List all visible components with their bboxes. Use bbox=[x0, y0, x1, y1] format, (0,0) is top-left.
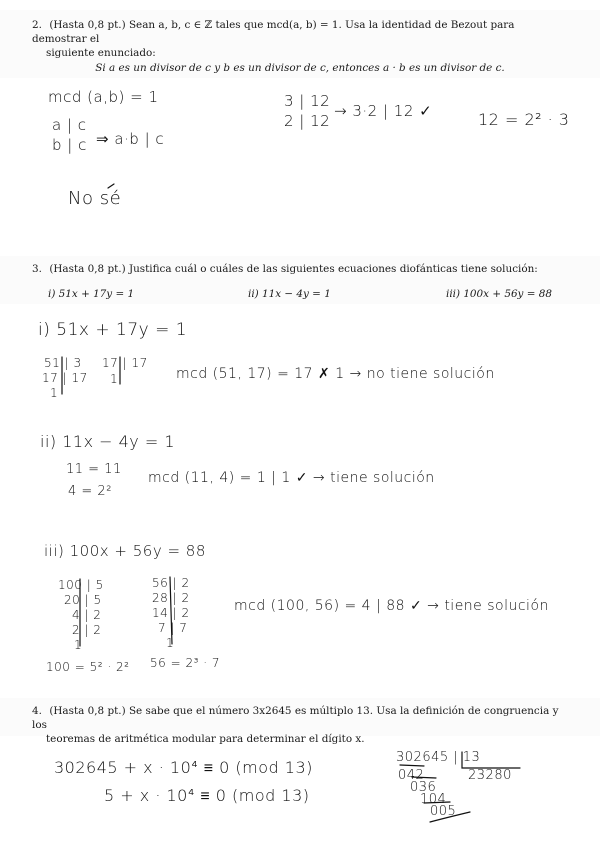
q3-text: (Hasta 0,8 pt.) Justifica cuál o cuáles de las siguientes ecuaciones diofánticas tiene solución: bbox=[49, 263, 538, 275]
q4-text-line2: teoremas de aritmética modular para determinar el dígito x. bbox=[46, 733, 365, 745]
q2-hw-product-check: → 3·2 | 12 ✓ bbox=[334, 102, 433, 120]
q3-iii-a-row5: 1 bbox=[74, 638, 83, 652]
q4-congruence-1: 302645 + x · 10⁴ ≡ 0 (mod 13) bbox=[54, 758, 313, 777]
q3-option-i: i) 51x + 17y = 1 bbox=[48, 288, 135, 300]
q3-i-heading: i) 51x + 17y = 1 bbox=[38, 320, 188, 340]
q3-i-table-row3: 1 bbox=[50, 386, 59, 400]
q4-division-remainder-1: 042 bbox=[398, 768, 425, 783]
q4-number: 4. bbox=[32, 705, 42, 717]
q4-subtract-line-2 bbox=[412, 777, 436, 778]
q2-text-line2: siguiente enunciado: bbox=[46, 47, 156, 59]
q2-text-line1: (Hasta 0,8 pt.) Sean a, b, c ∈ ℤ tales que mcd(a, b) = 1. Usa la identidad de Bezout para demostrar el bbox=[32, 19, 515, 45]
q4-congruence-2: 5 + x · 10⁴ ≡ 0 (mod 13) bbox=[104, 786, 310, 805]
q3-iii-division-bar-b bbox=[170, 577, 172, 644]
q4-division-bracket bbox=[462, 752, 520, 768]
q4-text-line1: (Hasta 0,8 pt.) Se sabe que el número 3x2645 es múltiplo 13. Usa la definición de congruencia y los bbox=[32, 705, 559, 731]
q3-option-ii: ii) 11x − 4y = 1 bbox=[248, 288, 331, 300]
q2-hw-b-divides-c: b | c bbox=[52, 136, 87, 154]
q2-hw-3-divides-12: 3 | 12 bbox=[284, 92, 331, 110]
q3-i-table2-row1: 17 | 17 bbox=[102, 356, 148, 370]
q3-iii-b-row3: 14 | 2 bbox=[152, 606, 190, 620]
q3-ii-factor-4: 4 = 2² bbox=[68, 484, 112, 499]
q4-division-quotient: 23280 bbox=[468, 768, 512, 783]
q2-accent-stroke bbox=[108, 184, 114, 188]
q2-hw-factorization: 12 = 2² · 3 bbox=[478, 110, 570, 129]
q2-hw-a-divides-c: a | c bbox=[52, 116, 87, 134]
q4-subtract-line-3 bbox=[424, 802, 450, 803]
q3-ii-heading: ii) 11x − 4y = 1 bbox=[40, 432, 176, 451]
q4-underline bbox=[430, 812, 470, 822]
q3-number: 3. bbox=[32, 263, 42, 275]
q3-iii-b-row1: 56 | 2 bbox=[152, 576, 190, 590]
q3-ii-result: mcd (11, 4) = 1 | 1 ✓ → tiene solución bbox=[148, 470, 435, 486]
q3-i-table-row1: 51 | 3 bbox=[44, 356, 82, 370]
q3-i-table2-row2: 1 bbox=[110, 372, 119, 386]
q3-iii-b-row2: 28 | 2 bbox=[152, 591, 190, 605]
q4-division-top: 302645 | 13 bbox=[396, 750, 481, 765]
q3-iii-factor-100: 100 = 5² · 2² bbox=[46, 660, 130, 674]
q2-statement: Si a es un divisor de c y b es un divisor de c, entonces a · b es un divisor de c. bbox=[95, 62, 505, 74]
q3-option-iii: iii) 100x + 56y = 88 bbox=[446, 288, 552, 300]
q3-iii-result: mcd (100, 56) = 4 | 88 ✓ → tiene solución bbox=[234, 598, 549, 614]
q2-hw-mcd: mcd (a,b) = 1 bbox=[48, 88, 159, 106]
q3-iii-b-row4: 7 | 7 bbox=[158, 621, 188, 635]
q2-hw-2-divides-12: 2 | 12 bbox=[284, 112, 331, 130]
q3-ii-factor-11: 11 = 11 bbox=[66, 462, 122, 477]
q3-iii-a-row3: 4 | 2 bbox=[72, 608, 102, 622]
q3-iii-a-row1: 100 | 5 bbox=[58, 578, 104, 592]
q2-number: 2. bbox=[32, 19, 42, 31]
q3-i-result: mcd (51, 17) = 17 ✗ 1 → no tiene solución bbox=[176, 366, 495, 382]
q4-division-remainder-4: 005 bbox=[430, 804, 457, 819]
q3-iii-heading: iii) 100x + 56y = 88 bbox=[44, 542, 206, 560]
q4-division-remainder-3: 104 bbox=[420, 792, 447, 807]
q3-iii-a-row4: 2 | 2 bbox=[72, 623, 102, 637]
q2-hw-no-se: No sé bbox=[68, 188, 122, 209]
q3-i-table-row2: 17 | 17 bbox=[42, 371, 88, 385]
q3-iii-factor-56: 56 = 2³ · 7 bbox=[150, 656, 220, 670]
q3-iii-a-row2: 20 | 5 bbox=[64, 593, 102, 607]
q2-hw-conclusion: ⇒ a·b | c bbox=[96, 130, 165, 148]
q3-iii-b-row5: 1 bbox=[166, 636, 175, 650]
q4-division-remainder-2: 036 bbox=[410, 780, 437, 795]
q4-subtract-line-1 bbox=[400, 765, 424, 766]
